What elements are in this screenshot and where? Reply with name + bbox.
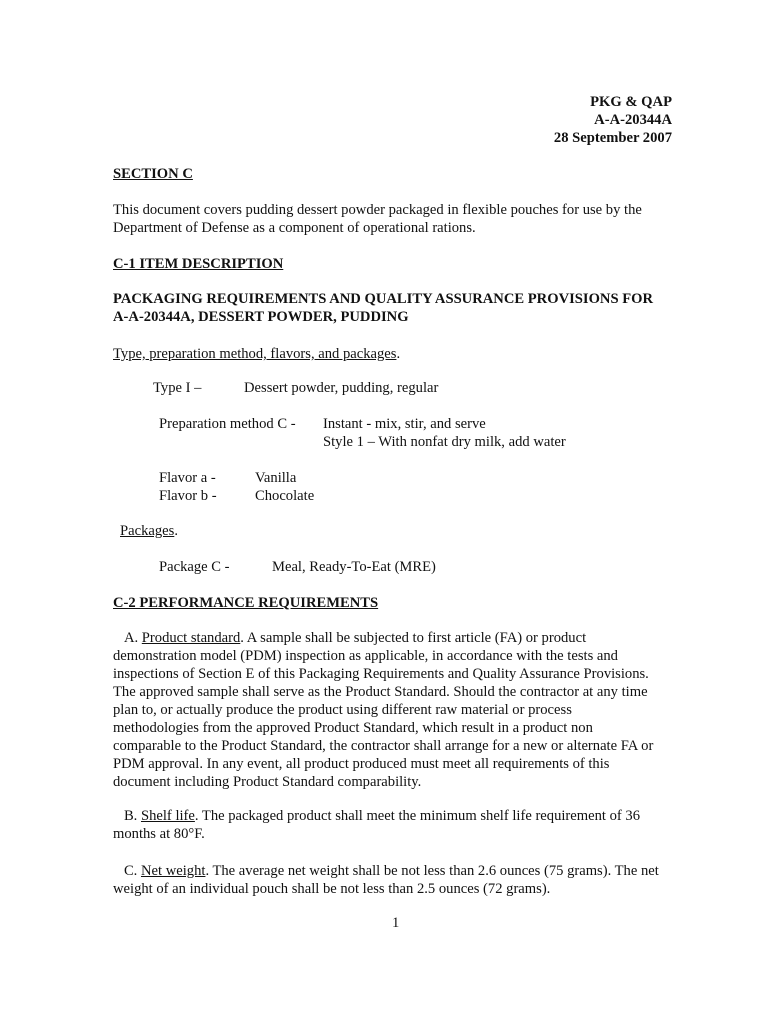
para-c-first-rest: . The average net weight shall be not less than 2.6 ounces (75 grams). The net [205, 863, 659, 879]
prep-value-1: Instant - mix, stir, and serve [323, 416, 486, 432]
c1-heading: C-1 ITEM DESCRIPTION [113, 256, 284, 272]
para-b-line: months at 80°F. [113, 826, 205, 842]
document-header [554, 93, 672, 147]
pkg-requirements-heading [113, 290, 683, 326]
header-line-3: 28 September 2007 [553, 130, 672, 146]
flavor-label: Flavor b - [159, 488, 217, 504]
para-a-line: methodologies from the approved Product Standard, which result in a product non [113, 720, 593, 736]
types-heading [113, 345, 400, 363]
paragraph-shelf-life [113, 807, 683, 843]
para-a-line: inspections of Section E of this Packaging Requirements and Quality Assurance Provisions. [113, 666, 649, 682]
paragraph-net-weight [113, 862, 683, 898]
para-a-line: The approved sample shall serve as the Product Standard. Should the contractor at any time [113, 684, 648, 700]
flavor-value: Chocolate [255, 488, 315, 504]
types-heading-text: Type, preparation method, flavors, and packages [113, 346, 397, 362]
para-a-line: PDM approval. In any event, all product produced must meet all requirements of this [113, 756, 610, 772]
para-a-first-rest: . A sample shall be subjected to first article (FA) or product [240, 630, 587, 646]
section-title: SECTION C [113, 166, 193, 182]
para-b-term: Shelf life [140, 808, 195, 824]
c2-heading: C-2 PERFORMANCE REQUIREMENTS [113, 595, 379, 611]
para-a-line: comparable to the Product Standard, the contractor shall arrange for a new or alternate FA or [113, 738, 654, 754]
header-line-1: PKG & QAP [590, 94, 672, 110]
packages-heading [120, 522, 178, 540]
para-a-first-line [113, 629, 683, 647]
flavor-label: Flavor a - [159, 470, 216, 486]
package-value: Meal, Ready-To-Eat (MRE) [272, 559, 436, 575]
intro-paragraph [113, 201, 683, 237]
para-b-prefix: B. [123, 808, 141, 824]
types-heading-suffix: . [396, 346, 401, 362]
para-c-line: weight of an individual pouch shall be not less than 2.5 ounces (72 grams). [113, 881, 551, 897]
para-a-prefix: A. [123, 630, 142, 646]
para-a-line: demonstration model (PDM) inspection as applicable, in accordance with the tests and [113, 648, 618, 664]
packages-heading-suffix: . [174, 523, 178, 539]
paragraph-product-standard [113, 629, 683, 791]
prep-value-2: Style 1 – With nonfat dry milk, add water [323, 434, 566, 450]
prep-label: Preparation method C - [159, 416, 296, 432]
para-b-first-line [113, 807, 683, 825]
intro-line: Department of Defense as a component of operational rations. [113, 220, 476, 236]
para-c-term: Net weight [140, 863, 206, 879]
para-c-prefix: C. [123, 863, 141, 879]
type-value: Dessert powder, pudding, regular [244, 380, 439, 396]
package-label: Package C - [159, 559, 230, 575]
para-b-first-rest: . The packaged product shall meet the minimum shelf life requirement of 36 [194, 808, 640, 824]
flavor-value: Vanilla [255, 470, 297, 486]
pkg-heading-line: A-A-20344A, DESSERT POWDER, PUDDING [113, 309, 409, 325]
intro-line: This document covers pudding dessert powder packaged in flexible pouches for use by the [113, 202, 642, 218]
type-label: Type I – [153, 380, 202, 396]
page-number: 1 [392, 915, 400, 931]
header-line-2: A-A-20344A [594, 112, 672, 128]
pkg-heading-line: PACKAGING REQUIREMENTS AND QUALITY ASSURANCE PROVISIONS FOR [113, 291, 654, 307]
para-a-term: Product standard [141, 630, 241, 646]
para-a-line: plan to, or actually produce the product using different raw material or process [113, 702, 572, 718]
para-c-first-line [113, 862, 683, 880]
packages-heading-text: Packages [120, 523, 175, 539]
para-a-line: document including Product Standard comparability. [113, 774, 422, 790]
